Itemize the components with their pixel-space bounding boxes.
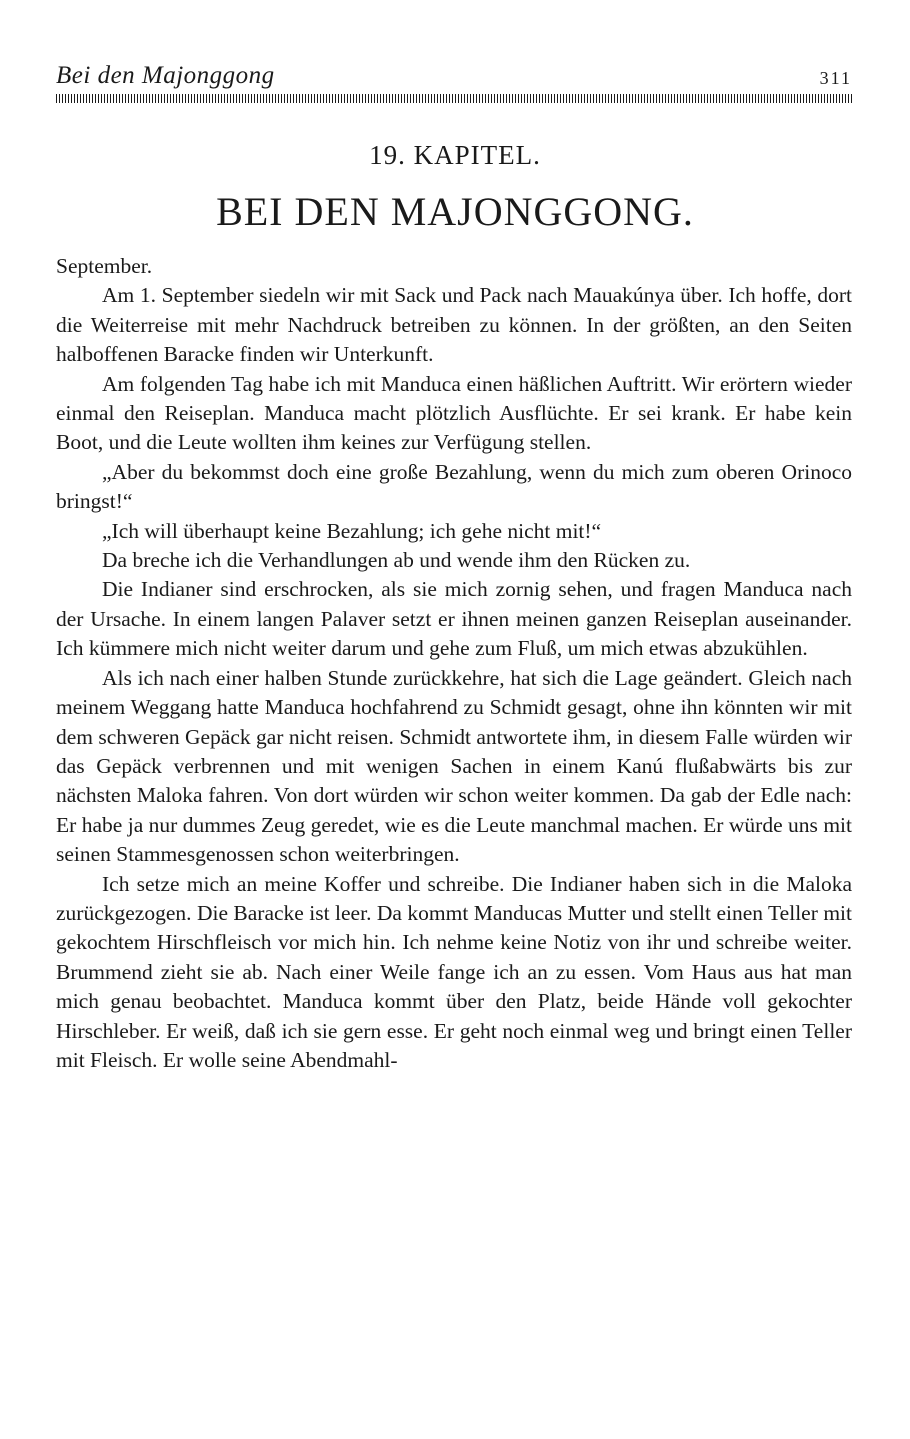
header-rule (56, 94, 852, 103)
paragraph: Ich setze mich an meine Koffer und schreibe. Die Indianer haben sich in die Maloka zurückgezogen. Die Baracke ist leer. Da kommt Manducas Mutter und stellt einen Teller mit gekochtem Hirschfleisch vor mich hin. Ich nehme keine Notiz von ihr und schreibe weiter. Brummend zieht sie ab. Nach einer Weile fange ich an zu essen. Vom Haus aus hat man mich genau beobachtet. Manduca kommt über den Platz, beide Hände voll gekochter Hirschleber. Er weiß, daß ich sie gern esse. Er geht noch einmal weg und bringt einen Teller mit Fleisch. Er wolle seine Abendmahl- (56, 871, 852, 1072)
page-number: 311 (819, 68, 852, 88)
paragraph: Da breche ich die Verhandlungen ab und wende ihm den Rücken zu. (102, 548, 691, 573)
running-head (56, 62, 852, 92)
running-head-title: Bei den Majonggong (56, 62, 275, 89)
chapter-title: BEI DEN MAJONGGONG. (216, 189, 694, 234)
paragraph: Am folgenden Tag habe ich mit Manduca einen häßlichen Auftritt. Wir erörtern wieder einmal den Reiseplan. Manduca macht plötzlich Ausflüchte. Er sei krank. Er habe kein Boot, und die Leute wollten ihm keines zur Verfügung stellen. (56, 371, 852, 455)
paragraph: Die Indianer sind erschrocken, als sie mich zornig sehen, und fragen Manduca nach der Ursache. In einem langen Palaver setzt er ihnen meinen ganzen Reiseplan auseinander. Ich kümmere mich nicht weiter darum und gehe zum Fluß, um mich etwas abzukühlen. (56, 577, 852, 661)
body-text (56, 252, 852, 1075)
paragraph: „Ich will überhaupt keine Bezahlung; ich gehe nicht mit!“ (102, 518, 602, 543)
paragraph: Als ich nach einer halben Stunde zurückkehre, hat sich die Lage geändert. Gleich nach meinem Weggang hatte Manduca hochfahrend zu Schmidt gesagt, ohne ihn könnten wir mit dem schweren Gepäck gar nicht reisen. Schmidt antwortete ihm, in diesem Falle würden wir das Gepäck verbrennen und mit wenigen Sachen in einem Kanú flußabwärts bis zur nächsten Maloka fahren. Von dort würden wir schon weiter kommen. Da gab der Edle nach: Er habe ja nur dummes Zeug geredet, wie es die Leute manchmal machen. Er würde uns mit seinen Stammesgenossen schon weiterbringen. (56, 665, 852, 867)
section-heading: September. (56, 254, 153, 278)
chapter-label: 19. KAPITEL. (369, 140, 541, 170)
paragraph: Am 1. September siedeln wir mit Sack und Pack nach Mauakúnya über. Ich hoffe, dort die Weiterreise mit mehr Nachdruck betreiben zu können. In der größten, an den Seiten halboffenen Baracke finden wir Unterkunft. (56, 283, 852, 367)
paragraph: „Aber du bekommst doch eine große Bezahlung, wenn du mich zum oberen Orinoco bringst!“ (56, 459, 852, 514)
